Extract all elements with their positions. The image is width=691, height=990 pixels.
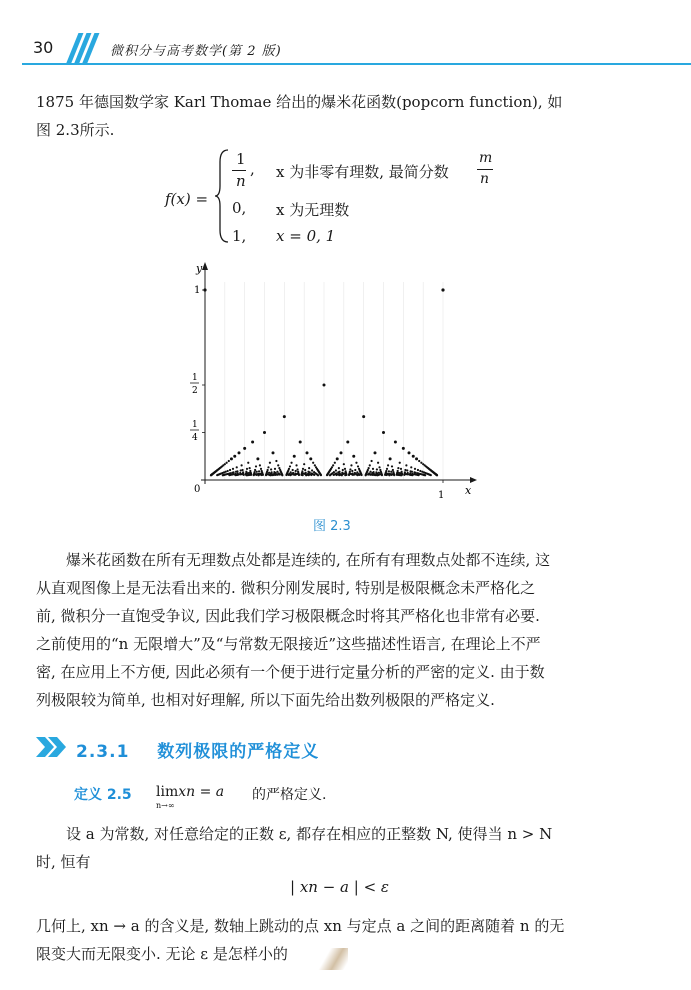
data-point: [305, 474, 307, 476]
data-point: [346, 441, 349, 444]
data-point: [392, 469, 394, 471]
data-point: [352, 455, 355, 458]
data-point: [242, 474, 244, 476]
case1-condition: x 为非零有理数, 最简分数: [276, 163, 449, 181]
data-point: [230, 457, 233, 460]
data-point: [402, 447, 405, 450]
data-point: [275, 474, 277, 476]
data-point: [249, 467, 251, 469]
data-point: [256, 457, 259, 460]
data-point: [255, 465, 257, 467]
data-point: [382, 431, 385, 434]
data-point: [376, 474, 378, 476]
data-point: [302, 468, 304, 470]
data-point: [247, 462, 249, 464]
data-point: [308, 467, 310, 469]
case3-value: 1,: [232, 227, 247, 245]
data-point: [356, 474, 358, 476]
data-point: [377, 462, 379, 464]
data-point: [342, 469, 344, 471]
data-point: [343, 463, 345, 465]
data-point: [253, 474, 255, 476]
data-point: [335, 474, 337, 476]
data-point: [387, 464, 389, 466]
data-point: [371, 474, 373, 476]
data-point: [399, 462, 401, 464]
fraction-bar: [232, 170, 246, 171]
inequality: | xn − a | < ε: [290, 878, 389, 896]
data-point: [277, 474, 279, 476]
x-tick-label-0: 0: [194, 484, 201, 495]
y-axis-label: y: [196, 262, 203, 275]
figure-caption: 图 2.3: [313, 519, 351, 534]
data-point: [226, 462, 228, 464]
data-point: [360, 474, 362, 476]
data-point: [289, 474, 291, 476]
data-point: [326, 474, 328, 476]
case3-condition: x = 0, 1: [276, 227, 336, 245]
case1-frac-den: n: [480, 171, 490, 187]
data-point: [203, 288, 206, 291]
data-point: [407, 473, 409, 475]
data-point: [255, 474, 257, 476]
data-point: [397, 467, 399, 469]
data-point: [349, 468, 351, 470]
data-point: [276, 471, 278, 473]
data-point: [338, 467, 340, 469]
data-point: [241, 469, 243, 471]
data-point: [323, 384, 326, 387]
data-point: [408, 451, 411, 454]
data-point: [406, 469, 408, 471]
data-point: [365, 474, 367, 476]
data-point: [411, 474, 413, 476]
case1-frac-num: m: [479, 150, 493, 166]
intro-line-1: 1875 年德国数学家 Karl Thomae 给出的爆米花函数(popcorn function), 如: [36, 93, 563, 111]
data-point: [312, 462, 314, 464]
x-axis-arrow: [470, 477, 477, 483]
case1-num: 1: [236, 150, 246, 168]
section-heading: [76, 737, 319, 762]
data-point: [243, 447, 246, 450]
data-point: [352, 474, 354, 476]
data-point: [372, 468, 374, 470]
data-point: [210, 474, 212, 476]
y-tick-label-1: 1: [194, 285, 201, 296]
data-point: [333, 474, 335, 476]
data-point: [441, 288, 444, 291]
data-point: [259, 464, 261, 466]
data-point: [233, 455, 236, 458]
data-point: [357, 465, 359, 467]
data-point: [340, 451, 343, 454]
body-line-6: 列极限较为简单, 也相对好理解, 所以下面先给出数列极限的严格定义.: [36, 691, 495, 709]
data-point: [388, 474, 390, 476]
data-point: [260, 468, 262, 470]
data-point: [257, 474, 259, 476]
fraction-bar: [477, 169, 493, 170]
data-point: [420, 462, 422, 464]
data-point: [354, 469, 356, 471]
x-tick-label-1: 1: [438, 490, 445, 501]
data-point: [270, 468, 272, 470]
data-point: [311, 469, 313, 471]
data-point: [290, 462, 292, 464]
data-point: [417, 469, 419, 471]
data-point: [386, 474, 388, 476]
data-point: [295, 470, 297, 472]
data-point: [393, 474, 395, 476]
data-point: [254, 469, 256, 471]
data-point: [320, 474, 322, 476]
data-point: [228, 474, 230, 476]
data-point: [334, 462, 336, 464]
data-point: [410, 466, 412, 468]
header-rule: [22, 63, 691, 65]
data-point: [335, 469, 337, 471]
y-tick-label-half-num: 1: [192, 373, 198, 383]
data-point: [285, 474, 287, 476]
data-point: [277, 464, 279, 466]
data-point: [302, 474, 304, 476]
data-point: [317, 474, 319, 476]
body-line-4: 之前使用的“n 无限增大”及“与常数无限接近”这些描述性语言, 在理论上不严: [36, 635, 541, 653]
section-title: 数列极限的严格定义: [157, 742, 320, 762]
data-point: [362, 415, 365, 418]
data-point: [309, 457, 312, 460]
intro-line-2: 图 2.3所示.: [36, 121, 115, 139]
data-point: [329, 474, 331, 476]
data-point: [369, 464, 371, 466]
data-point: [227, 470, 229, 472]
data-point: [419, 470, 421, 472]
data-point: [278, 467, 280, 469]
data-point: [234, 474, 236, 476]
data-point: [246, 468, 248, 470]
data-point: [430, 474, 432, 476]
data-point: [341, 474, 343, 476]
case1-comma: ,: [250, 160, 255, 178]
data-point: [269, 474, 271, 476]
def-body-line-4: 限变大而无限变小. 无论 ε 是怎样小的: [36, 945, 288, 963]
body-line-1: 爆米花函数在所有无理数点处都是连续的, 在所有有理数点处都不连续, 这: [66, 551, 551, 569]
data-point: [374, 451, 377, 454]
data-point: [415, 457, 418, 460]
limit-expression: [156, 784, 225, 810]
lim-expr: xn = a: [178, 784, 225, 800]
data-point: [391, 465, 393, 467]
data-point: [351, 470, 353, 472]
data-point: [390, 471, 392, 473]
definition-label: 定义 2.5: [74, 787, 132, 803]
data-point: [414, 468, 416, 470]
data-point: [281, 474, 283, 476]
data-point: [369, 474, 371, 476]
data-point: [304, 469, 306, 471]
data-point: [381, 474, 383, 476]
data-point: [275, 460, 277, 462]
data-point: [256, 471, 258, 473]
data-point: [389, 457, 392, 460]
running-title: 微积分与高考数学(第 2 版): [110, 44, 282, 59]
lim-operator: lim: [156, 784, 179, 800]
data-point: [310, 474, 312, 476]
x-axis-label: x: [465, 484, 472, 497]
data-point: [424, 474, 426, 476]
data-point: [279, 473, 281, 475]
data-point: [260, 474, 262, 476]
data-point: [388, 470, 390, 472]
body-line-2: 从直观图像上是无法看出来的. 微积分刚发展时, 特别是极限概念未严格化之: [36, 579, 536, 597]
data-point: [355, 462, 357, 464]
data-point: [418, 460, 420, 462]
data-point: [436, 474, 438, 476]
data-point: [265, 474, 267, 476]
page-curl: [318, 948, 348, 970]
data-point: [298, 474, 300, 476]
formula-lhs: f(x) =: [165, 190, 209, 208]
case2-condition: x 为无理数: [276, 201, 350, 219]
data-point: [386, 468, 388, 470]
section-number: 2.3.1: [76, 742, 130, 762]
def-body-line-3: 几何上, xn → a 的含义是, 数轴上跳动的点 xn 与定点 a 之间的距离随着 n 的无: [36, 917, 565, 935]
data-point: [251, 441, 254, 444]
y-tick-label-half-den: 2: [192, 386, 198, 396]
data-point: [390, 474, 392, 476]
data-point: [411, 471, 413, 473]
data-point: [216, 474, 218, 476]
page-number: 30: [33, 38, 54, 57]
data-point: [299, 441, 302, 444]
data-point: [368, 467, 370, 469]
data-point: [238, 451, 241, 454]
data-point: [240, 469, 242, 471]
case1-den: n: [236, 172, 246, 190]
data-point: [394, 441, 397, 444]
data-point: [293, 455, 296, 458]
data-point: [371, 460, 373, 462]
y-tick-label-quarter-num: 1: [192, 420, 198, 430]
data-point: [306, 451, 309, 454]
data-point: [222, 474, 224, 476]
data-point: [348, 474, 350, 476]
lim-subscript: n→∞: [156, 801, 175, 810]
data-point: [367, 473, 369, 475]
data-point: [417, 474, 419, 476]
data-point: [267, 466, 269, 468]
data-point: [400, 468, 402, 470]
data-point: [369, 471, 371, 473]
definition-text: 的严格定义.: [252, 787, 327, 803]
data-point: [412, 455, 415, 458]
data-point: [263, 431, 266, 434]
data-point: [229, 469, 231, 471]
data-point: [378, 466, 380, 468]
data-point: [295, 464, 297, 466]
data-point: [274, 468, 276, 470]
data-point: [313, 474, 315, 476]
section-arrow-icon: [36, 736, 72, 758]
data-point: [289, 465, 291, 467]
data-point: [272, 451, 275, 454]
def-body-line-1: 设 a 为常数, 对任意给定的正数 ε, 都存在相应的正整数 N, 使得当 n > N: [66, 825, 553, 843]
data-point: [236, 466, 238, 468]
data-point: [241, 464, 243, 466]
data-point: [332, 464, 334, 466]
y-tick-label-quarter-den: 4: [192, 433, 198, 443]
data-point: [308, 474, 310, 476]
case2-value: 0,: [232, 199, 247, 217]
data-point: [350, 464, 352, 466]
data-point: [228, 460, 230, 462]
data-point: [239, 473, 241, 475]
body-line-5: 密, 在应用上不方便, 因此必须有一个便于进行定量分析的严密的定义. 由于数: [36, 663, 545, 681]
data-point: [336, 457, 339, 460]
data-point: [232, 468, 234, 470]
thomae-scatter-plot: [180, 258, 480, 502]
data-point: [294, 474, 296, 476]
data-point: [400, 474, 402, 476]
data-point: [405, 464, 407, 466]
data-point: [314, 464, 316, 466]
data-point: [338, 474, 340, 476]
body-line-3: 前, 微积分一直饱受争议, 因此我们学习极限概念时将其严格化也非常有必要.: [36, 607, 540, 625]
def-body-line-2: 时, 恒有: [36, 853, 91, 871]
data-point: [235, 471, 237, 473]
data-point: [258, 470, 260, 472]
data-point: [403, 474, 405, 476]
data-point: [303, 463, 305, 465]
data-point: [292, 469, 294, 471]
data-point: [344, 474, 346, 476]
data-point: [269, 462, 271, 464]
y-axis-arrow: [202, 262, 208, 270]
data-point: [344, 468, 346, 470]
data-point: [404, 469, 406, 471]
data-point: [246, 474, 248, 476]
data-point: [296, 468, 298, 470]
left-brace: [214, 148, 230, 244]
data-point: [283, 415, 286, 418]
data-point: [376, 468, 378, 470]
